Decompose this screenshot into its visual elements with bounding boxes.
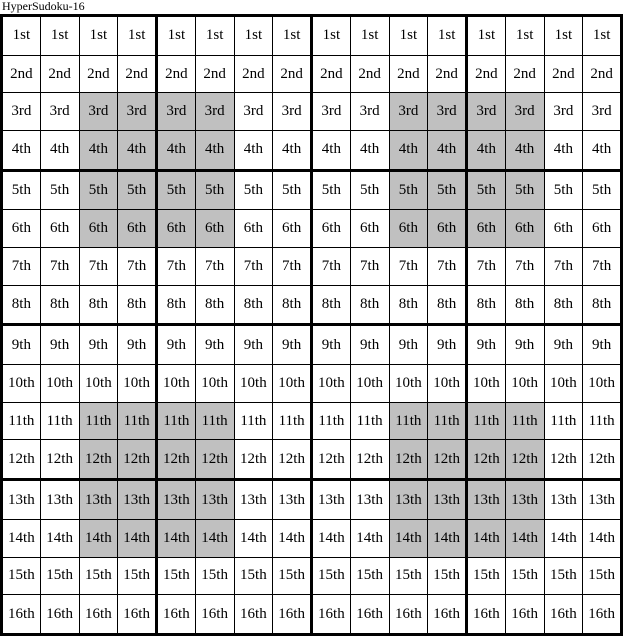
grid-cell[interactable]: 2nd <box>2 55 41 93</box>
grid-cell[interactable]: 12th <box>505 440 544 480</box>
grid-cell[interactable]: 16th <box>118 595 157 635</box>
grid-cell[interactable]: 4th <box>389 131 428 171</box>
grid-cell[interactable]: 5th <box>118 170 157 210</box>
grid-cell[interactable]: 15th <box>273 557 312 595</box>
grid-row <box>2 480 622 520</box>
grid-cell[interactable]: 10th <box>505 365 544 403</box>
grid-cell[interactable]: 4th <box>118 131 157 171</box>
grid-cell[interactable]: 8th <box>350 285 389 325</box>
grid-cell[interactable]: 14th <box>505 519 544 557</box>
grid-cell[interactable]: 11th <box>312 402 351 440</box>
grid-cell[interactable]: 16th <box>2 595 41 635</box>
grid-cell[interactable]: 13th <box>505 480 544 520</box>
grid-cell[interactable]: 10th <box>40 365 79 403</box>
grid-cell[interactable]: 16th <box>389 595 428 635</box>
grid-cell[interactable]: 1st <box>544 16 583 56</box>
grid-cell[interactable]: 15th <box>389 557 428 595</box>
grid-cell[interactable]: 7th <box>467 248 506 286</box>
grid-cell[interactable]: 9th <box>79 325 118 365</box>
grid-cell[interactable]: 12th <box>312 440 351 480</box>
grid-cell[interactable]: 11th <box>157 402 196 440</box>
grid-cell[interactable]: 8th <box>505 285 544 325</box>
grid-cell[interactable]: 10th <box>544 365 583 403</box>
grid-cell[interactable]: 1st <box>428 16 467 56</box>
grid-cell[interactable]: 6th <box>195 210 234 248</box>
grid-cell[interactable]: 7th <box>389 248 428 286</box>
grid-cell[interactable]: 7th <box>195 248 234 286</box>
grid-cell[interactable]: 16th <box>428 595 467 635</box>
grid-cell[interactable]: 8th <box>2 285 41 325</box>
grid-cell[interactable]: 1st <box>157 16 196 56</box>
grid-cell[interactable]: 6th <box>234 210 273 248</box>
grid-cell[interactable]: 12th <box>389 440 428 480</box>
grid-cell[interactable]: 14th <box>273 519 312 557</box>
grid-row <box>2 93 622 131</box>
grid-cell[interactable]: 16th <box>195 595 234 635</box>
grid-cell[interactable]: 10th <box>428 365 467 403</box>
grid-cell[interactable]: 11th <box>350 402 389 440</box>
grid-row <box>2 55 622 93</box>
grid-cell[interactable]: 5th <box>583 170 622 210</box>
grid-cell[interactable]: 6th <box>428 210 467 248</box>
grid-cell[interactable]: 8th <box>79 285 118 325</box>
grid-cell[interactable]: 1st <box>79 16 118 56</box>
grid-cell[interactable]: 14th <box>389 519 428 557</box>
grid-cell[interactable]: 5th <box>312 170 351 210</box>
grid-cell[interactable]: 3rd <box>467 93 506 131</box>
grid-cell[interactable]: 9th <box>40 325 79 365</box>
page-title: HyperSudoku-16 <box>2 0 85 13</box>
grid-cell[interactable]: 16th <box>467 595 506 635</box>
grid-cell[interactable]: 4th <box>583 131 622 171</box>
grid-cell[interactable]: 3rd <box>312 93 351 131</box>
grid-cell[interactable]: 12th <box>583 440 622 480</box>
grid-cell[interactable]: 7th <box>157 248 196 286</box>
grid-cell[interactable]: 8th <box>428 285 467 325</box>
grid-cell[interactable]: 15th <box>2 557 41 595</box>
grid-cell[interactable]: 11th <box>467 402 506 440</box>
grid-cell[interactable]: 10th <box>2 365 41 403</box>
grid-cell[interactable]: 1st <box>195 16 234 56</box>
grid-cell[interactable]: 8th <box>118 285 157 325</box>
grid-cell[interactable]: 14th <box>195 519 234 557</box>
grid-cell[interactable]: 11th <box>273 402 312 440</box>
grid-cell[interactable]: 6th <box>118 210 157 248</box>
grid-cell[interactable]: 14th <box>583 519 622 557</box>
grid-cell[interactable]: 14th <box>428 519 467 557</box>
grid-cell[interactable]: 14th <box>118 519 157 557</box>
grid-cell[interactable]: 1st <box>118 16 157 56</box>
grid-cell[interactable]: 5th <box>234 170 273 210</box>
grid-cell[interactable]: 10th <box>583 365 622 403</box>
grid-cell[interactable]: 7th <box>350 248 389 286</box>
grid-cell[interactable]: 5th <box>544 170 583 210</box>
grid-cell[interactable]: 2nd <box>79 55 118 93</box>
grid-cell[interactable]: 7th <box>79 248 118 286</box>
grid-cell[interactable]: 10th <box>273 365 312 403</box>
grid-cell[interactable]: 2nd <box>234 55 273 93</box>
grid-cell[interactable]: 15th <box>505 557 544 595</box>
grid-cell[interactable]: 10th <box>79 365 118 403</box>
grid-cell[interactable]: 15th <box>234 557 273 595</box>
grid-cell[interactable]: 8th <box>467 285 506 325</box>
grid-cell[interactable]: 8th <box>157 285 196 325</box>
grid-cell[interactable]: 2nd <box>350 55 389 93</box>
grid-row <box>2 595 622 635</box>
grid-cell[interactable]: 1st <box>40 16 79 56</box>
grid-cell[interactable]: 13th <box>157 480 196 520</box>
sudoku-grid <box>0 14 623 636</box>
grid-cell[interactable]: 3rd <box>79 93 118 131</box>
grid-cell[interactable]: 9th <box>195 325 234 365</box>
grid-cell[interactable]: 14th <box>79 519 118 557</box>
grid-cell[interactable]: 3rd <box>273 93 312 131</box>
grid-cell[interactable]: 6th <box>350 210 389 248</box>
grid-cell[interactable]: 15th <box>428 557 467 595</box>
grid-cell[interactable]: 9th <box>467 325 506 365</box>
grid-cell[interactable]: 3rd <box>389 93 428 131</box>
grid-cell[interactable]: 16th <box>234 595 273 635</box>
grid-cell[interactable]: 15th <box>312 557 351 595</box>
grid-cell[interactable]: 12th <box>2 440 41 480</box>
grid-row <box>2 440 622 480</box>
grid-cell[interactable]: 14th <box>467 519 506 557</box>
grid-cell[interactable]: 16th <box>157 595 196 635</box>
grid-cell[interactable]: 15th <box>544 557 583 595</box>
grid-cell[interactable]: 12th <box>544 440 583 480</box>
grid-cell[interactable]: 12th <box>157 440 196 480</box>
grid-cell[interactable]: 13th <box>118 480 157 520</box>
grid-cell[interactable]: 13th <box>544 480 583 520</box>
grid-cell[interactable]: 12th <box>195 440 234 480</box>
grid-cell[interactable]: 15th <box>195 557 234 595</box>
grid-cell[interactable]: 2nd <box>312 55 351 93</box>
grid-cell[interactable]: 1st <box>312 16 351 56</box>
grid-cell[interactable]: 10th <box>312 365 351 403</box>
grid-cell[interactable]: 11th <box>118 402 157 440</box>
grid-cell[interactable]: 5th <box>40 170 79 210</box>
grid-cell[interactable]: 6th <box>583 210 622 248</box>
grid-cell[interactable]: 7th <box>273 248 312 286</box>
grid-cell[interactable]: 11th <box>195 402 234 440</box>
grid-cell[interactable]: 1st <box>467 16 506 56</box>
grid-cell[interactable]: 3rd <box>234 93 273 131</box>
grid-row <box>2 519 622 557</box>
grid-cell[interactable]: 16th <box>544 595 583 635</box>
grid-cell[interactable]: 1st <box>350 16 389 56</box>
grid-cell[interactable]: 4th <box>234 131 273 171</box>
grid-cell[interactable]: 15th <box>467 557 506 595</box>
grid-cell[interactable]: 3rd <box>157 93 196 131</box>
grid-cell[interactable]: 5th <box>389 170 428 210</box>
grid-cell[interactable]: 15th <box>350 557 389 595</box>
grid-cell[interactable]: 4th <box>195 131 234 171</box>
grid-row <box>2 365 622 403</box>
grid-cell[interactable]: 9th <box>505 325 544 365</box>
grid-cell[interactable]: 1st <box>583 16 622 56</box>
grid-cell[interactable]: 15th <box>583 557 622 595</box>
grid-cell[interactable]: 10th <box>118 365 157 403</box>
grid-cell[interactable]: 13th <box>234 480 273 520</box>
grid-cell[interactable]: 16th <box>350 595 389 635</box>
grid-cell[interactable]: 10th <box>350 365 389 403</box>
grid-cell[interactable]: 13th <box>79 480 118 520</box>
grid-cell[interactable]: 1st <box>2 16 41 56</box>
grid-cell[interactable]: 3rd <box>544 93 583 131</box>
grid-cell[interactable]: 4th <box>350 131 389 171</box>
grid-cell[interactable]: 12th <box>350 440 389 480</box>
grid-cell[interactable]: 2nd <box>40 55 79 93</box>
grid-cell[interactable]: 8th <box>583 285 622 325</box>
grid-cell[interactable]: 1st <box>234 16 273 56</box>
grid-cell[interactable]: 10th <box>389 365 428 403</box>
grid-cell[interactable]: 16th <box>40 595 79 635</box>
grid-cell[interactable]: 16th <box>273 595 312 635</box>
grid-cell[interactable]: 5th <box>157 170 196 210</box>
grid-cell[interactable]: 8th <box>544 285 583 325</box>
grid-cell[interactable]: 3rd <box>583 93 622 131</box>
grid-cell[interactable]: 4th <box>2 131 41 171</box>
grid-cell[interactable]: 6th <box>79 210 118 248</box>
grid-cell[interactable]: 3rd <box>428 93 467 131</box>
grid-cell[interactable]: 5th <box>350 170 389 210</box>
grid-cell[interactable]: 4th <box>157 131 196 171</box>
grid-cell[interactable]: 9th <box>350 325 389 365</box>
grid-cell[interactable]: 7th <box>583 248 622 286</box>
grid-cell[interactable]: 11th <box>79 402 118 440</box>
grid-cell[interactable]: 2nd <box>118 55 157 93</box>
grid-cell[interactable]: 4th <box>428 131 467 171</box>
grid-cell[interactable]: 14th <box>40 519 79 557</box>
grid-row <box>2 285 622 325</box>
grid-cell[interactable]: 4th <box>273 131 312 171</box>
grid-cell[interactable]: 12th <box>79 440 118 480</box>
grid-cell[interactable]: 7th <box>40 248 79 286</box>
grid-cell[interactable]: 6th <box>544 210 583 248</box>
grid-cell[interactable]: 2nd <box>389 55 428 93</box>
grid-cell[interactable]: 13th <box>350 480 389 520</box>
grid-cell[interactable]: 7th <box>544 248 583 286</box>
grid-cell[interactable]: 13th <box>2 480 41 520</box>
grid-cell[interactable]: 13th <box>389 480 428 520</box>
grid-cell[interactable]: 6th <box>157 210 196 248</box>
grid-cell[interactable]: 10th <box>195 365 234 403</box>
grid-cell[interactable]: 2nd <box>428 55 467 93</box>
grid-cell[interactable]: 4th <box>505 131 544 171</box>
sudoku-grid-body <box>2 16 622 635</box>
grid-cell[interactable]: 8th <box>40 285 79 325</box>
grid-cell[interactable]: 7th <box>428 248 467 286</box>
grid-cell[interactable]: 13th <box>195 480 234 520</box>
grid-cell[interactable]: 13th <box>312 480 351 520</box>
grid-cell[interactable]: 13th <box>428 480 467 520</box>
grid-cell[interactable]: 12th <box>40 440 79 480</box>
grid-cell[interactable]: 5th <box>505 170 544 210</box>
grid-cell[interactable]: 8th <box>273 285 312 325</box>
grid-cell[interactable]: 6th <box>467 210 506 248</box>
grid-cell[interactable]: 4th <box>40 131 79 171</box>
grid-cell[interactable]: 9th <box>234 325 273 365</box>
grid-cell[interactable]: 4th <box>79 131 118 171</box>
grid-cell[interactable]: 9th <box>118 325 157 365</box>
grid-cell[interactable]: 16th <box>505 595 544 635</box>
grid-cell[interactable]: 15th <box>40 557 79 595</box>
grid-cell[interactable]: 9th <box>312 325 351 365</box>
grid-cell[interactable]: 9th <box>583 325 622 365</box>
grid-cell[interactable]: 10th <box>157 365 196 403</box>
grid-cell[interactable]: 9th <box>273 325 312 365</box>
grid-cell[interactable]: 9th <box>389 325 428 365</box>
grid-cell[interactable]: 7th <box>312 248 351 286</box>
grid-cell[interactable]: 8th <box>389 285 428 325</box>
grid-cell[interactable]: 9th <box>157 325 196 365</box>
grid-cell[interactable]: 3rd <box>350 93 389 131</box>
grid-cell[interactable]: 14th <box>544 519 583 557</box>
grid-cell[interactable]: 15th <box>118 557 157 595</box>
grid-cell[interactable]: 11th <box>40 402 79 440</box>
grid-cell[interactable]: 2nd <box>505 55 544 93</box>
grid-row <box>2 248 622 286</box>
grid-cell[interactable]: 12th <box>273 440 312 480</box>
grid-cell[interactable]: 8th <box>312 285 351 325</box>
grid-cell[interactable]: 11th <box>2 402 41 440</box>
grid-cell[interactable]: 6th <box>273 210 312 248</box>
grid-cell[interactable]: 6th <box>505 210 544 248</box>
grid-cell[interactable]: 2nd <box>467 55 506 93</box>
grid-cell[interactable]: 5th <box>195 170 234 210</box>
grid-cell[interactable]: 16th <box>583 595 622 635</box>
grid-row <box>2 170 622 210</box>
grid-row <box>2 402 622 440</box>
grid-cell[interactable]: 3rd <box>505 93 544 131</box>
grid-cell[interactable]: 5th <box>79 170 118 210</box>
grid-cell[interactable]: 2nd <box>195 55 234 93</box>
grid-cell[interactable]: 15th <box>157 557 196 595</box>
grid-cell[interactable]: 2nd <box>273 55 312 93</box>
grid-cell[interactable]: 5th <box>467 170 506 210</box>
grid-cell[interactable]: 11th <box>428 402 467 440</box>
grid-cell[interactable]: 9th <box>544 325 583 365</box>
grid-cell[interactable]: 6th <box>2 210 41 248</box>
grid-cell[interactable]: 9th <box>2 325 41 365</box>
grid-cell[interactable]: 3rd <box>2 93 41 131</box>
grid-cell[interactable]: 13th <box>467 480 506 520</box>
grid-cell[interactable]: 10th <box>467 365 506 403</box>
grid-cell[interactable]: 13th <box>583 480 622 520</box>
grid-cell[interactable]: 4th <box>312 131 351 171</box>
grid-cell[interactable]: 6th <box>40 210 79 248</box>
grid-cell[interactable]: 13th <box>40 480 79 520</box>
grid-cell[interactable]: 3rd <box>118 93 157 131</box>
grid-cell[interactable]: 14th <box>2 519 41 557</box>
grid-row <box>2 557 622 595</box>
grid-cell[interactable]: 6th <box>389 210 428 248</box>
grid-cell[interactable]: 12th <box>118 440 157 480</box>
grid-cell[interactable]: 15th <box>79 557 118 595</box>
grid-cell[interactable]: 7th <box>234 248 273 286</box>
grid-cell[interactable]: 1st <box>505 16 544 56</box>
grid-cell[interactable]: 12th <box>428 440 467 480</box>
grid-cell[interactable]: 14th <box>350 519 389 557</box>
grid-cell[interactable]: 9th <box>428 325 467 365</box>
grid-cell[interactable]: 12th <box>234 440 273 480</box>
grid-cell[interactable]: 1st <box>389 16 428 56</box>
grid-cell[interactable]: 13th <box>273 480 312 520</box>
grid-cell[interactable]: 7th <box>118 248 157 286</box>
grid-row <box>2 16 622 56</box>
grid-cell[interactable]: 6th <box>312 210 351 248</box>
grid-cell[interactable]: 11th <box>583 402 622 440</box>
grid-cell[interactable]: 5th <box>2 170 41 210</box>
grid-cell[interactable]: 5th <box>428 170 467 210</box>
grid-cell[interactable]: 8th <box>195 285 234 325</box>
grid-cell[interactable]: 7th <box>2 248 41 286</box>
grid-cell[interactable]: 10th <box>234 365 273 403</box>
grid-cell[interactable]: 3rd <box>40 93 79 131</box>
grid-cell[interactable]: 11th <box>389 402 428 440</box>
grid-row <box>2 210 622 248</box>
grid-cell[interactable]: 4th <box>544 131 583 171</box>
grid-cell[interactable]: 3rd <box>195 93 234 131</box>
grid-cell[interactable]: 5th <box>273 170 312 210</box>
grid-cell[interactable]: 11th <box>234 402 273 440</box>
grid-cell[interactable]: 2nd <box>583 55 622 93</box>
grid-cell[interactable]: 11th <box>505 402 544 440</box>
grid-cell[interactable]: 4th <box>467 131 506 171</box>
grid-cell[interactable]: 8th <box>234 285 273 325</box>
grid-cell[interactable]: 16th <box>312 595 351 635</box>
grid-cell[interactable]: 16th <box>79 595 118 635</box>
grid-cell[interactable]: 2nd <box>544 55 583 93</box>
grid-row <box>2 131 622 171</box>
grid-cell[interactable]: 7th <box>505 248 544 286</box>
grid-cell[interactable]: 2nd <box>157 55 196 93</box>
grid-cell[interactable]: 14th <box>312 519 351 557</box>
grid-cell[interactable]: 14th <box>234 519 273 557</box>
grid-cell[interactable]: 14th <box>157 519 196 557</box>
grid-cell[interactable]: 11th <box>544 402 583 440</box>
grid-row <box>2 325 622 365</box>
grid-cell[interactable]: 12th <box>467 440 506 480</box>
grid-cell[interactable]: 1st <box>273 16 312 56</box>
